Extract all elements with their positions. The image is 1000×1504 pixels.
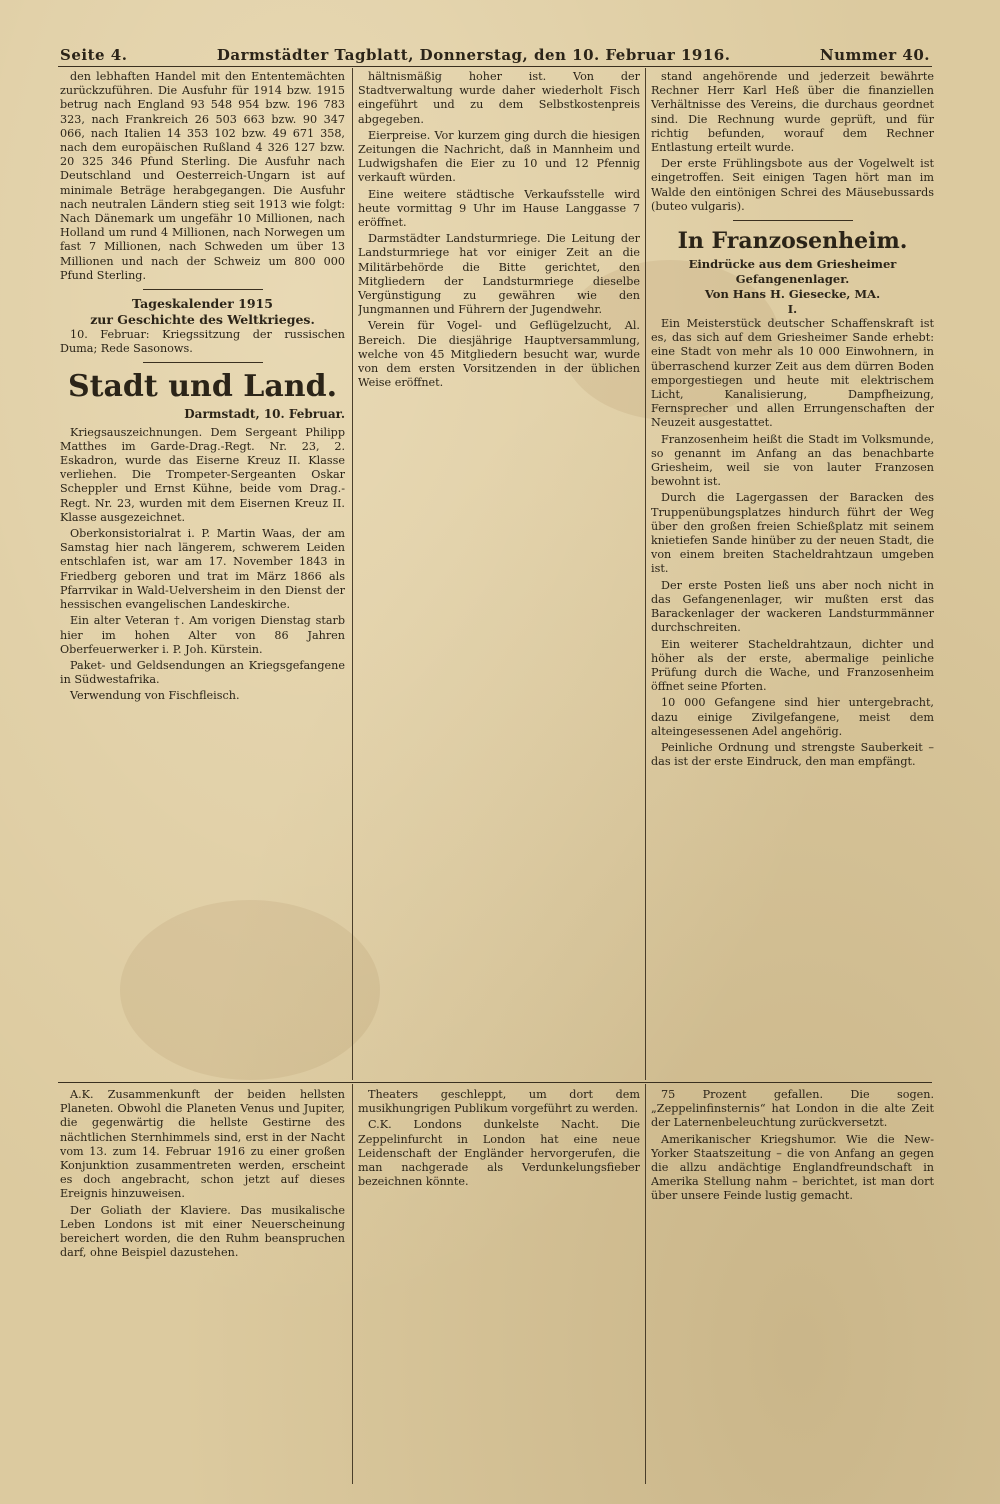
feuilleton-item: Der Goliath der Klaviere. Das musikalische Leben Londons ist mit einer Neuerscheinung bereichert worden, die den Ruhm beanspruchen darf, ohne Beispiel dazustehen. <box>60 1203 345 1260</box>
feature-byline: Von Hans H. Giesecke, MA. <box>704 287 881 302</box>
column-divider <box>352 1084 353 1484</box>
news-item: stand angehörende und jederzeit bewährte Rechner Herr Karl Heß über die finanziellen Verhältnisse des Vereins, die durchaus geordnet sind. Die Rechnung wurde geprüft, und für richtig befunden, worauf dem Rechner Entlastung erteilt wurde. <box>651 70 934 155</box>
divider <box>143 362 263 363</box>
feature-paragraph: Durch die Lagergassen der Baracken des Truppenübungsplatzes hindurch führt der Weg über den großen freien Schießplatz mit seinem knietiefen Sande hinüber zu der neuen Stadt, die von einem breiten Stacheldrahtzaun umgeben ist. <box>651 491 934 576</box>
bottom-column-3 <box>651 1088 934 1484</box>
news-item: Paket- und Geldsendungen an Kriegsgefangene in Südwestafrika. <box>60 658 345 687</box>
column-3 <box>651 70 934 1078</box>
news-item: hältnismäßig hoher ist. Von der Stadtverwaltung wurde daher wiederholt Fisch eingeführt und zu dem Selbstkostenpreis abgegeben. <box>358 70 640 126</box>
column-divider <box>645 68 646 1080</box>
divider <box>143 289 263 290</box>
news-item: Eine weitere städtische Verkaufsstelle wird heute vormittag 9 Uhr im Hause Langgasse 7 eröffnet. <box>358 187 640 230</box>
column-2 <box>358 70 640 1078</box>
dateline: Darmstadt, 10. Februar. <box>184 407 345 422</box>
feuilleton-item: C.K. Londons dunkelste Nacht. Die Zeppelinfurcht in London hat eine neue Leidenschaft der Engländer hervorgerufen, die man nachgerade als Verdunkelungsfieber bezeichnen könnte. <box>358 1118 640 1189</box>
calendar-subtitle: zur Geschichte des Weltkrieges. <box>90 312 315 328</box>
calendar-title: Tageskalender 1915 <box>132 296 273 312</box>
section-title: Stadt und Land. <box>67 369 338 405</box>
issue-number: Nummer 40. <box>819 46 930 64</box>
column-1 <box>60 70 345 1078</box>
news-item: Kriegsauszeichnungen. Dem Sergeant Philipp Matthes im Garde-Drag.-Regt. Nr. 23, 2. Eskadron, wurde das Eiserne Kreuz II. Klasse verliehen. Die Trompeter-Sergeanten Oskar Scheppler und Ernst Kühne, beide vom Drag.-Regt. Nr. 23, wurden mit dem Eisernen Kreuz II. Klasse ausgezeichnet. <box>60 425 345 524</box>
feature-paragraph: Franzosenheim heißt die Stadt im Volksmunde, so genannt im Anfang an das benachbarte Griesheim, weil sie von lauter Franzosen bewohnt ist. <box>651 432 934 489</box>
feuilleton-rule <box>58 1082 932 1083</box>
news-item: Darmstädter Landsturmriege. Die Leitung der Landsturmriege hat vor einiger Zeit an die Militärbehörde die Bitte gerichtet, den Mitgliedern der Landsturmriege dieselbe Vergünstigung zu gewähren wie den Jungmannen und Führern der Jugendwehr. <box>358 232 640 317</box>
divider <box>733 220 853 221</box>
feuilleton-item: 75 Prozent gefallen. Die sogen. „Zeppelinfinsternis“ hat London in die alte Zeit der Laternenbeleuchtung zurückversetzt. <box>651 1088 934 1130</box>
feature-title: In Franzosenheim. <box>677 228 908 255</box>
masthead-line: Darmstädter Tagblatt, Donnerstag, den 10. Februar 1916. <box>216 46 731 64</box>
column-divider <box>352 68 353 1080</box>
news-item: Verein für Vogel- und Geflügelzucht, Al. Bereich. Die diesjährige Hauptversammlung, welche von 45 Mitgliedern besucht war, wurde von dem ersten Vorsitzenden in der üblichen Weise eröffnet. <box>358 319 640 390</box>
news-item: Ein alter Veteran †. Am vorigen Dienstag starb hier im hohen Alter von 86 Jahren Oberfeuerwerker i. P. Joh. Kürstein. <box>60 614 345 656</box>
page-header <box>60 40 930 64</box>
feature-part-numeral: I. <box>787 302 798 317</box>
feuilleton-item: Amerikanischer Kriegshumor. Wie die New-Yorker Staatszeitung – die von Anfang an gegen die allzu andächtige Englandfreundschaft in Amerika Stellung nahm – berichtet, ist man dort über unsere Feinde lustig gemacht. <box>651 1132 934 1203</box>
feuilleton-item: A.K. Zusammenkunft der beiden hellsten Planeten. Obwohl die Planeten Venus und Jupiter, die gegenwärtig die hellste Gestirne des nächtlichen Sternhimmels sind, erst in der Nacht vom 13. zum 14. Februar 1916 zu einer großen Konjunktion zusammentreten werden, erscheint es doch angebracht, schon jetzt auf dieses Ereignis hinzuweisen. <box>60 1088 345 1201</box>
feature-paragraph: Ein weiterer Stacheldrahtzaun, dichter und höher als der erste, abermalige peinliche Prüfung durch die Wache, und Franzosenheim öffnet seine Pforten. <box>651 637 934 694</box>
page-number: Seite 4. <box>60 46 128 64</box>
news-item: Eierpreise. Vor kurzem ging durch die hiesigen Zeitungen die Nachricht, daß in Mannheim und Ludwigshafen die Eier zu 10 und 12 Pfennig verkauft würden. <box>358 128 640 185</box>
header-rule <box>58 66 932 67</box>
feuilleton-item: Theaters geschleppt, um dort dem musikhungrigen Publikum vorgeführt zu werden. <box>358 1088 640 1116</box>
feature-paragraph: 10 000 Gefangene sind hier untergebracht, dazu einige Zivilgefangene, meist dem alteingesessenen Adel angehörig. <box>651 696 934 738</box>
news-item: Verwendung von Fischfleisch. <box>70 689 240 703</box>
bottom-column-2 <box>358 1088 640 1484</box>
column-divider <box>645 1084 646 1484</box>
feature-paragraph: Ein Meisterstück deutscher Schaffenskraft ist es, das sich auf dem Griesheimer Sande erhebt: eine Stadt von mehr als 10 000 Einwohnern, in überraschend kurzer Zeit aus dem dürren Boden emporgestiegen und heute mit elektrischem Licht, Kanalisierung, Dampfheizung, Fernsprecher und allen Errungenschaften der Neuzeit ausgestattet. <box>651 317 934 430</box>
calendar-entry: 10. Februar: Kriegssitzung der russischen Duma; Rede Sasonows. <box>60 328 345 356</box>
news-item: Der erste Frühlingsbote aus der Vogelwelt ist eingetroffen. Seit einigen Tagen hört man im Walde den eintönigen Schrei des Mäusebussards (buteo vulgaris). <box>651 157 934 213</box>
bottom-column-1 <box>60 1088 345 1484</box>
feature-subtitle: Eindrücke aus dem Griesheimer Gefangenenlager. <box>688 257 897 287</box>
news-item: Oberkonsistorialrat i. P. Martin Waas, der am Samstag hier nach längerem, schwerem Leiden entschlafen ist, war am 17. November 1843 in Friedberg geboren und trat im März 1866 als Pfarrvikar in Wald-Uelversheim in den Dienst der hessischen evangelischen Landeskirche. <box>60 527 345 612</box>
article-intro: den lebhaften Handel mit den Ententemächten zurückzuführen. Die Ausfuhr für 1914 bzw. 1915 betrug nach England 93 548 954 bzw. 196 783 323, nach Frankreich 26 503 663 bzw. 90 347 066, nach Italien 14 353 102 bzw. 49 671 358, nach dem europäischen Rußland 4 326 127 bzw. 20 325 346 Pfund Sterling. Die Ausfuhr nach Deutschland und Oesterreich-Ungarn ist auf minimale Beträge herabgegangen. Die Ausfuhr nach neutralen Ländern stieg seit 1913 wie folgt: Nach Dänemark um ungefähr 10 Millionen, nach Holland um rund 4 Millionen, nach Norwegen um fast 7 Millionen, nach Schweden um über 13 Millionen und nach der Schweiz um 800 000 Pfund Sterling. <box>60 70 345 282</box>
feature-paragraph: Peinliche Ordnung und strengste Sauberkeit – das ist der erste Eindruck, den man empfängt. <box>651 740 934 769</box>
feature-paragraph: Der erste Posten ließ uns aber noch nicht in das Gefangenenlager, wir mußten erst das Barackenlager der wackeren Landsturmmänner durchschreiten. <box>651 578 934 635</box>
